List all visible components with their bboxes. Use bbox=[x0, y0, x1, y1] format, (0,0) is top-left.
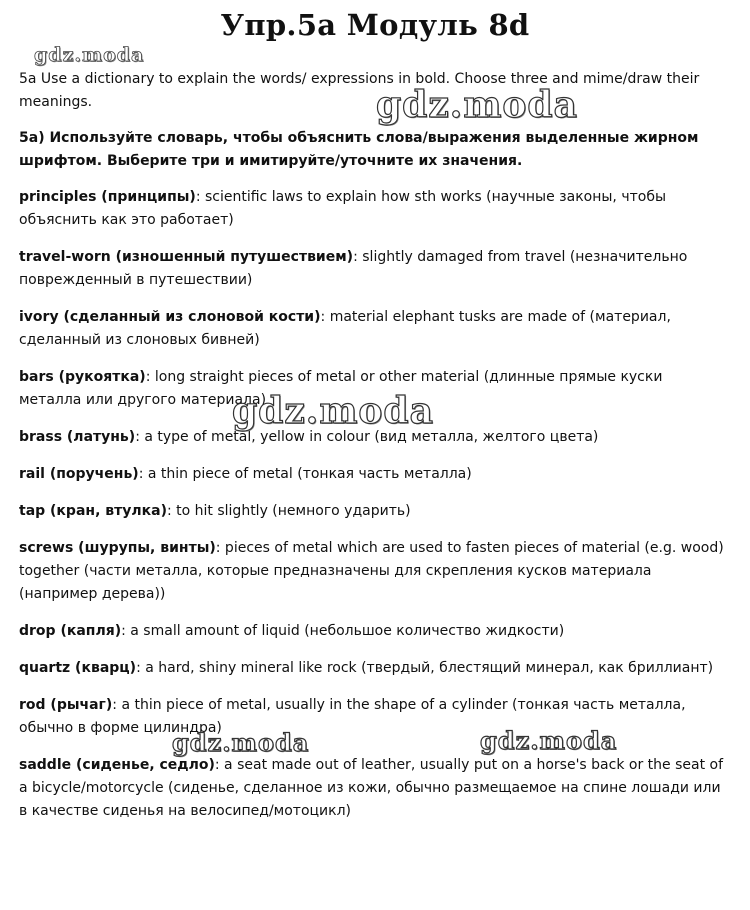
entry-term: screws (шурупы, винты) bbox=[19, 540, 216, 556]
entry-definition: : a thin piece of metal, usually in the shape of a cylinder (тонкая часть металла, обычно в форме цилиндра) bbox=[19, 697, 686, 736]
entry-term: travel-worn (изношенный путушествием) bbox=[19, 249, 354, 265]
entry-definition: : a hard, shiny mineral like rock (твердый, блестящий минерал, как бриллиант) bbox=[136, 660, 714, 676]
entry-term: bars (рукоятка) bbox=[19, 369, 146, 385]
vocabulary-entry bbox=[19, 694, 724, 740]
watermark: gdz.moda bbox=[376, 84, 578, 126]
vocabulary-entry bbox=[19, 500, 724, 523]
entry-term: principles (принципы) bbox=[19, 189, 196, 205]
entry-definition: : a seat made out of leather, usually put on a horse's back or the seat of a bicycle/motorcycle (сиденье, сделанное из кожи, обычно размещаемое на спине лошади или в качестве сиденья на велосипед/мотоцикл) bbox=[19, 757, 723, 819]
entry-term: saddle (сиденье, седло) bbox=[19, 757, 215, 773]
vocabulary-entry bbox=[19, 306, 724, 352]
entry-definition: : pieces of metal which are used to fasten pieces of material (e.g. wood) together (части металла, которые предназначены для скрепления кусков материала (например дерева)) bbox=[19, 540, 724, 602]
vocabulary-entry bbox=[19, 657, 724, 680]
entry-definition: : a small amount of liquid (небольшое количество жидкости) bbox=[121, 623, 565, 639]
entry-definition: : a type of metal, yellow in colour (вид металла, желтого цвета) bbox=[135, 429, 599, 445]
entry-definition: : material elephant tusks are made of (материал, сделанный из слоновых бивней) bbox=[19, 309, 671, 348]
vocabulary-entry bbox=[19, 754, 724, 823]
vocabulary-entry bbox=[19, 246, 724, 292]
vocabulary-list bbox=[19, 186, 724, 823]
task-instruction-ru: 5a) Используйте словарь, чтобы объяснить слова/выражения выделенные жирном шрифтом. Выберите три и имитируйте/уточните их значения. bbox=[19, 130, 699, 169]
task-instruction-en: 5a Use a dictionary to explain the words/ expressions in bold. Choose three and mime/draw their meanings. bbox=[19, 71, 700, 110]
entry-term: tap (кран, втулка) bbox=[19, 503, 167, 519]
entry-term: rod (рычаг) bbox=[19, 697, 113, 713]
entry-term: ivory (сделанный из слоновой кости) bbox=[19, 309, 321, 325]
entry-definition: : long straight pieces of metal or other material (длинные прямые куски металла или другого материала) bbox=[19, 369, 663, 408]
entry-definition: : to hit slightly (немного ударить) bbox=[166, 503, 411, 519]
watermark: gdz.moda bbox=[172, 728, 310, 757]
entry-term: drop (капля) bbox=[19, 623, 122, 639]
entry-definition: : slightly damaged from travel (незначительно поврежденный в путешествии) bbox=[19, 249, 688, 288]
vocabulary-entry bbox=[19, 463, 724, 486]
document-body bbox=[19, 68, 724, 837]
entry-term: rail (поручень) bbox=[19, 466, 139, 482]
vocabulary-entry bbox=[19, 537, 724, 606]
page-title: Упр.5a Модуль 8d bbox=[220, 8, 530, 42]
entry-definition: : scientific laws to explain how sth works (научные законы, чтобы объяснить как это работает) bbox=[19, 189, 667, 228]
entry-term: quartz (кварц) bbox=[19, 660, 137, 676]
watermark: gdz.moda bbox=[480, 726, 618, 755]
vocabulary-entry bbox=[19, 620, 724, 643]
entry-term: brass (латунь) bbox=[19, 429, 136, 445]
watermark: gdz.moda bbox=[34, 44, 145, 66]
entry-definition: : a thin piece of metal (тонкая часть металла) bbox=[138, 466, 472, 482]
vocabulary-entry bbox=[19, 186, 724, 232]
watermark: gdz.moda bbox=[232, 390, 434, 432]
